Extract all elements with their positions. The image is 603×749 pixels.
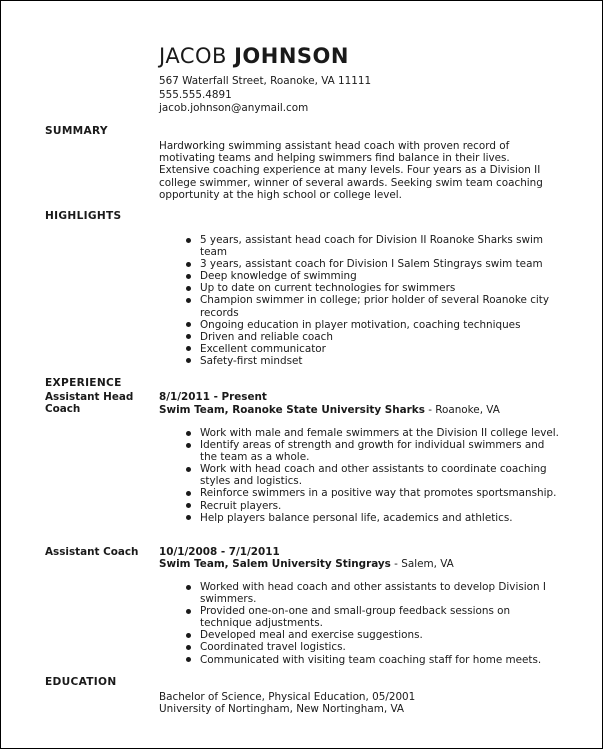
summary-line: Hardworking swimming assistant head coach with proven record of [159, 140, 510, 152]
highlights-heading: HIGHLIGHTS [45, 210, 122, 222]
experience-heading: EXPERIENCE [45, 377, 122, 389]
list-item: Work with head coach and other assistants to coordinate coaching styles and logistics. [186, 463, 561, 487]
last-name: JOHNSON [234, 44, 349, 68]
job-bullets [186, 581, 561, 666]
phone: 555.555.4891 [159, 88, 232, 101]
highlights-list [186, 234, 561, 367]
summary-line: opportunity at the high school or college level. [159, 188, 402, 201]
first-name: JACOB [159, 44, 227, 68]
contact-block [159, 75, 371, 116]
summary-line: motivating teams and helping swimmers find balance in their lives. [159, 152, 510, 165]
job-location: - Salem, VA [390, 558, 454, 570]
list-item: Help players balance personal life, academics and athletics. [186, 512, 561, 524]
list-item: 3 years, assistant coach for Division I Salem Stingrays swim team [186, 258, 561, 270]
summary-heading: SUMMARY [45, 125, 108, 137]
job-location: - Roanoke, VA [424, 404, 500, 416]
list-item: Developed meal and exercise suggestions. [186, 629, 561, 641]
job-employer [159, 404, 500, 416]
job-employer [159, 558, 454, 570]
list-item: Identify areas of strength and growth for individual swimmers and the team as a whole. [186, 439, 561, 463]
school: University of Nortingham, New Nortingham, VA [159, 703, 405, 716]
list-item: Deep knowledge of swimming [186, 270, 561, 282]
job-dates [159, 546, 280, 558]
list-item: Provided one-on-one and small-group feedback sessions on technique adjustments. [186, 605, 561, 629]
list-item: Ongoing education in player motivation, coaching techniques [186, 319, 561, 331]
list-item: Champion swimmer in college; prior holder of several Roanoke city records [186, 294, 561, 318]
list-item: Up to date on current technologies for swimmers [186, 282, 561, 294]
degree: Bachelor of Science, Physical Education, 05/2001 [159, 691, 416, 703]
list-item: Work with male and female swimmers at the Division II college level. [186, 427, 561, 439]
candidate-name [159, 44, 349, 68]
job-org: Swim Team, Roanoke State University Sharks [159, 404, 425, 416]
job-title: Assistant Coach [45, 546, 139, 558]
job-title: Assistant Head Coach [45, 391, 134, 416]
list-item: Coordinated travel logistics. [186, 641, 561, 653]
summary-line: college swimmer, winner of several awards. Seeking swim team coaching [159, 176, 543, 189]
list-item: Communicated with visiting team coaching staff for home meets. [186, 654, 561, 666]
education-text [159, 691, 559, 715]
summary-line: Extensive coaching experience at many levels. Four years as a Division II [159, 164, 541, 177]
list-item: Reinforce swimmers in a positive way that promotes sportsmanship. [186, 487, 561, 499]
job-dates [159, 391, 267, 403]
email: jacob.johnson@anymail.com [159, 102, 309, 114]
list-item: Excellent communicator [186, 343, 561, 355]
list-item: Recruit players. [186, 500, 561, 512]
list-item: 5 years, assistant head coach for Division II Roanoke Sharks swim team [186, 234, 561, 258]
list-item: Worked with head coach and other assistants to develop Division I swimmers. [186, 581, 561, 605]
job-dates-text: 8/1/2011 - Present [159, 391, 267, 403]
list-item: Driven and reliable coach [186, 331, 561, 343]
education-heading: EDUCATION [45, 676, 117, 688]
summary-text [159, 140, 559, 201]
list-item: Safety-first mindset [186, 355, 561, 367]
address: 567 Waterfall Street, Roanoke, VA 11111 [159, 75, 372, 87]
job-dates-text: 10/1/2008 - 7/1/2011 [159, 546, 280, 558]
job-bullets [186, 427, 561, 524]
job-org: Swim Team, Salem University Stingrays [159, 558, 391, 570]
